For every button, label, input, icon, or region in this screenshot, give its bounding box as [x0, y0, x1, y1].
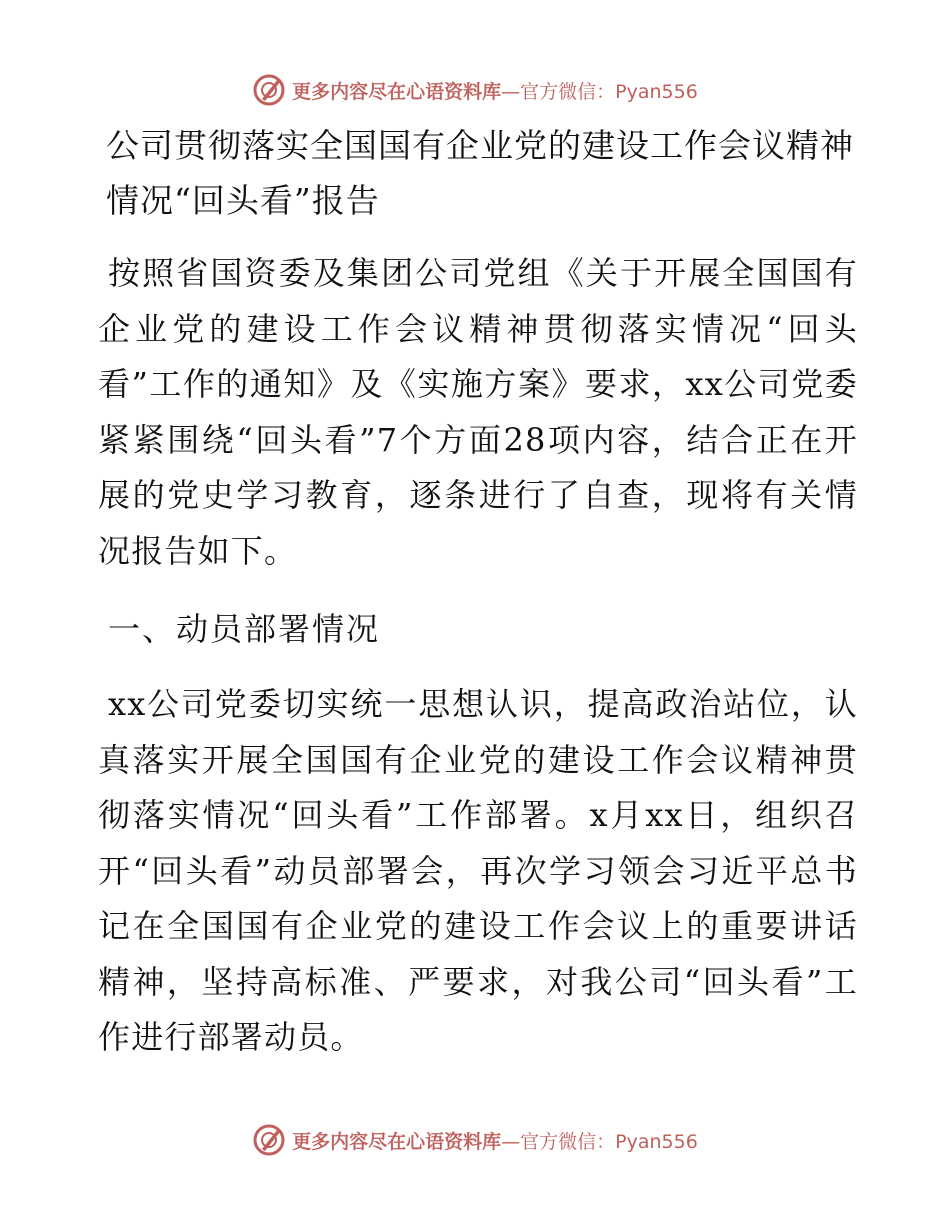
watermark-text [292, 1127, 698, 1154]
header-watermark [0, 70, 950, 110]
section-1-heading: 一、动员部署情况 [108, 610, 381, 648]
watermark-contact-text: 官方微信：Pyan556 [520, 80, 698, 103]
document-body [98, 118, 858, 1089]
watermark-contact-text: 官方微信：Pyan556 [520, 1130, 698, 1153]
watermark-main-text: 更多内容尽在心语资料库 [292, 1130, 502, 1153]
watermark-text [292, 77, 698, 104]
pen-circle-logo-icon [252, 73, 286, 107]
pen-circle-logo-icon [252, 1123, 286, 1157]
section-1-paragraph: xx公司党委切实统一思想认识，提高政治站位，认真落实开展全国国有企业党的建设工作会议精神贯彻落实情况“回头看”工作部署。x月xx日，组织召开“回头看”动员部署会，再次学习领会习近平总书记在全国国有企业党的建设工作会议上的重要讲话精神，坚持高标准、严要求，对我公司“回头看”工作进行部署动员。 [98, 685, 858, 1056]
document-title: 公司贯彻落实全国国有企业党的建设工作会议精神情况“回头看”报告 [106, 126, 854, 220]
watermark-dash: — [501, 1130, 521, 1153]
watermark-dash: — [501, 80, 521, 103]
intro-paragraph: 按照省国资委及集团公司党组《关于开展全国国有企业党的建设工作会议精神贯彻落实情况“回头看”工作的通知》及《实施方案》要求，xx公司党委紧紧围绕“回头看”7个方面28项内容，结合正在开展的党史学习教育，逐条进行了自查，现将有关情况报告如下。 [98, 254, 858, 570]
footer-watermark [0, 1120, 950, 1160]
watermark-main-text: 更多内容尽在心语资料库 [292, 80, 502, 103]
